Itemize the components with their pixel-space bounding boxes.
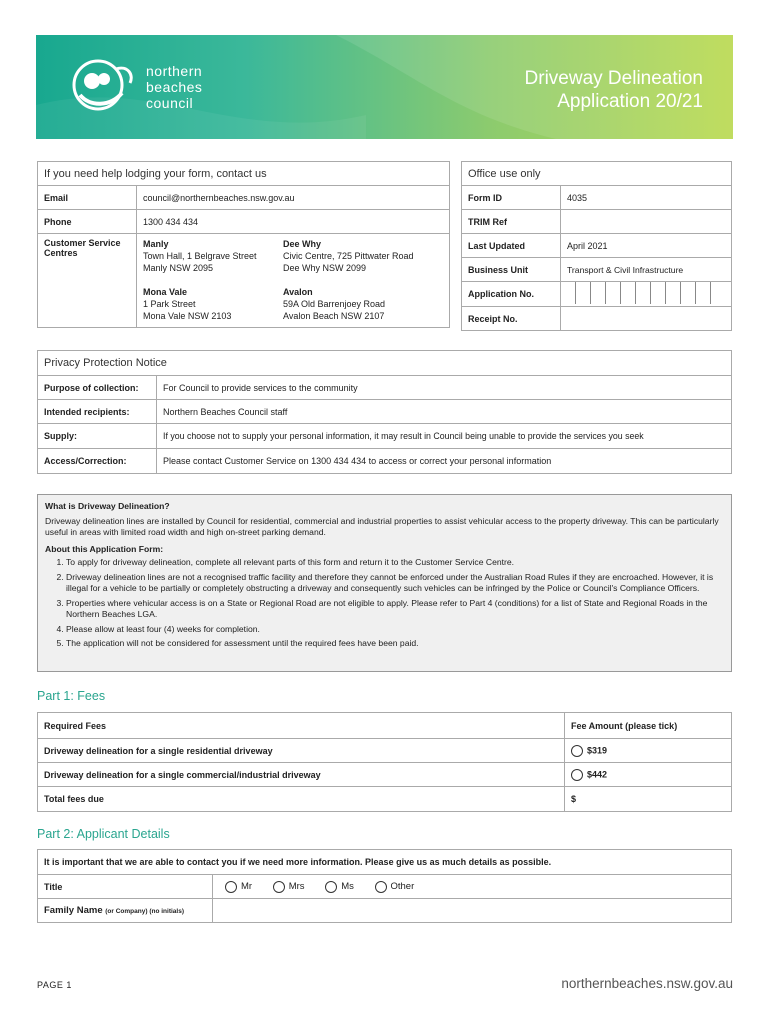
list-item: 2. Driveway delineation lines are not a recognised traffic facility and therefore they cannot be enforced under the Australian Road Rules if they are encroached. However, it is illegal for a vehicle to be partially or completely obstructing a driveway and consequently such vehicles can be infringed by the Police or Council's Compliance Officers.	[66, 572, 724, 595]
fee-option-residential[interactable]	[565, 739, 732, 763]
info-box	[37, 494, 732, 672]
centres-right	[277, 234, 450, 328]
privacy-label: Access/Correction:	[38, 449, 157, 474]
fee-label: Driveway delineation for a single residential driveway	[38, 739, 565, 763]
centre-address: Civic Centre, 725 Pittwater Road	[283, 251, 414, 261]
title-option-mr[interactable]	[225, 881, 252, 892]
header-banner	[36, 35, 733, 139]
title-option-label: Other	[390, 881, 415, 893]
email-label: Email	[38, 186, 137, 210]
office-label: Business Unit	[462, 258, 561, 282]
contact-heading: If you need help lodging your form, contact us	[38, 162, 450, 186]
office-use-table	[461, 161, 732, 331]
centre-address: Town Hall, 1 Belgrave Street	[143, 251, 257, 261]
office-label: Receipt No.	[462, 307, 561, 331]
privacy-table	[37, 350, 732, 474]
applicant-section-title: Part 2: Applicant Details	[37, 827, 170, 841]
form-title-line: Driveway Delineation	[524, 68, 703, 89]
office-label: Application No.	[462, 282, 561, 307]
centre-address: 1 Park Street	[143, 299, 196, 309]
page-number: PAGE 1	[37, 980, 72, 990]
centre-name: Mona Vale	[143, 287, 188, 297]
form-title-line: Application 20/21	[557, 91, 703, 112]
family-name-label	[38, 899, 213, 923]
council-logo-text	[146, 63, 202, 111]
total-fees-label: Total fees due	[38, 787, 565, 812]
list-item: 4. Please allow at least four (4) weeks for completion.	[66, 624, 724, 636]
applicant-note: It is important that we are able to contact you if we need more information. Please give us as much details as possible.	[38, 850, 732, 875]
contact-phone[interactable]: 1300 434 434	[137, 210, 450, 234]
privacy-value: For Council to provide services to the community	[157, 376, 732, 400]
title-option-label: Mrs	[288, 881, 305, 893]
receipt-no-field[interactable]	[561, 307, 732, 331]
centres-label: Customer Service Centres	[38, 234, 137, 328]
radio-icon[interactable]	[375, 881, 387, 893]
privacy-label: Intended recipients:	[38, 400, 157, 424]
privacy-heading: Privacy Protection Notice	[38, 351, 732, 376]
centres-left	[137, 234, 278, 328]
list-item: 3. Properties where vehicular access is on a State or Regional Road are not eligible to apply. Please refer to Part 4 (conditions) for a list of State and Regional Roads in the Northern Beaches LGA.	[66, 598, 724, 621]
centre-address: Avalon Beach NSW 2107	[283, 311, 385, 321]
centre-address: Dee Why NSW 2099	[283, 263, 367, 273]
centre-name: Dee Why	[283, 239, 322, 249]
last-updated-value: April 2021	[561, 234, 732, 258]
info-list	[45, 557, 724, 650]
fees-table	[37, 712, 732, 812]
logo-line: beaches	[146, 79, 203, 95]
office-heading: Office use only	[462, 162, 732, 186]
privacy-label: Purpose of collection:	[38, 376, 157, 400]
radio-icon[interactable]	[325, 881, 337, 893]
radio-icon[interactable]	[571, 745, 583, 757]
radio-icon[interactable]	[571, 769, 583, 781]
fee-amount: $319	[587, 744, 608, 755]
office-label: Form ID	[462, 186, 561, 210]
title-option-other[interactable]	[375, 881, 415, 892]
title-option-label: Ms	[341, 881, 354, 893]
title-option-label: Mr	[241, 881, 253, 893]
family-name-note: (or Company) (no initials)	[105, 908, 184, 915]
footer-url[interactable]: northernbeaches.nsw.gov.au	[561, 976, 733, 991]
phone-label: Phone	[38, 210, 137, 234]
radio-icon[interactable]	[273, 881, 285, 893]
trim-ref-field[interactable]	[561, 210, 732, 234]
centre-name: Avalon	[283, 287, 313, 297]
info-question: About this Application Form:	[45, 543, 164, 554]
info-paragraph: Driveway delineation lines are installed by Council for residential, commercial and industrial properties to assist vehicular access to the property driveway. This can be particularly useful in areas with limited road width and high on-street parking demand.	[45, 515, 719, 537]
total-fees-field[interactable]: $	[565, 787, 732, 812]
title-options	[213, 875, 732, 899]
privacy-label: Supply:	[38, 424, 157, 449]
list-item: 1. To apply for driveway delineation, complete all relevant parts of this form and return it to the Customer Service Centre.	[66, 557, 724, 569]
title-option-mrs[interactable]	[273, 881, 305, 892]
privacy-value: Northern Beaches Council staff	[157, 400, 732, 424]
office-label: Last Updated	[462, 234, 561, 258]
fee-option-commercial[interactable]	[565, 763, 732, 787]
radio-icon[interactable]	[225, 881, 237, 893]
fee-amount: $442	[587, 768, 608, 779]
fees-section-title: Part 1: Fees	[37, 689, 106, 703]
fees-col-header: Fee Amount (please tick)	[565, 713, 732, 739]
office-label: TRIM Ref	[462, 210, 561, 234]
title-option-ms[interactable]	[325, 881, 354, 892]
form-title	[525, 67, 703, 113]
business-unit-value: Transport & Civil Infrastructure	[561, 258, 732, 282]
council-logo-icon	[66, 55, 136, 119]
application-no-field[interactable]	[561, 282, 732, 307]
privacy-value: Please contact Customer Service on 1300 434 434 to access or correct your personal information	[157, 449, 732, 474]
centre-address: Mona Vale NSW 2103	[143, 311, 232, 321]
fees-col-header: Required Fees	[38, 713, 565, 739]
logo-line: northern	[146, 63, 203, 79]
form-id-value: 4035	[561, 186, 732, 210]
privacy-value: If you choose not to supply your personal information, it may result in Council being unable to provide the services you seek	[157, 424, 732, 449]
title-label: Title	[38, 875, 213, 899]
centre-address: 59A Old Barrenjoey Road	[283, 299, 386, 309]
centre-name: Manly	[143, 239, 169, 249]
family-name-field[interactable]	[213, 899, 732, 923]
list-item: 5. The application will not be considered for assessment until the required fees have been paid.	[66, 638, 724, 650]
info-question: What is Driveway Delineation?	[45, 501, 170, 511]
logo-line: council	[146, 95, 194, 111]
family-name-text: Family Name	[44, 905, 103, 916]
contact-table	[37, 161, 450, 328]
contact-email[interactable]: council@northernbeaches.nsw.gov.au	[137, 186, 450, 210]
applicant-table	[37, 849, 732, 923]
centre-address: Manly NSW 2095	[143, 263, 214, 273]
fee-label: Driveway delineation for a single commercial/industrial driveway	[38, 763, 565, 787]
